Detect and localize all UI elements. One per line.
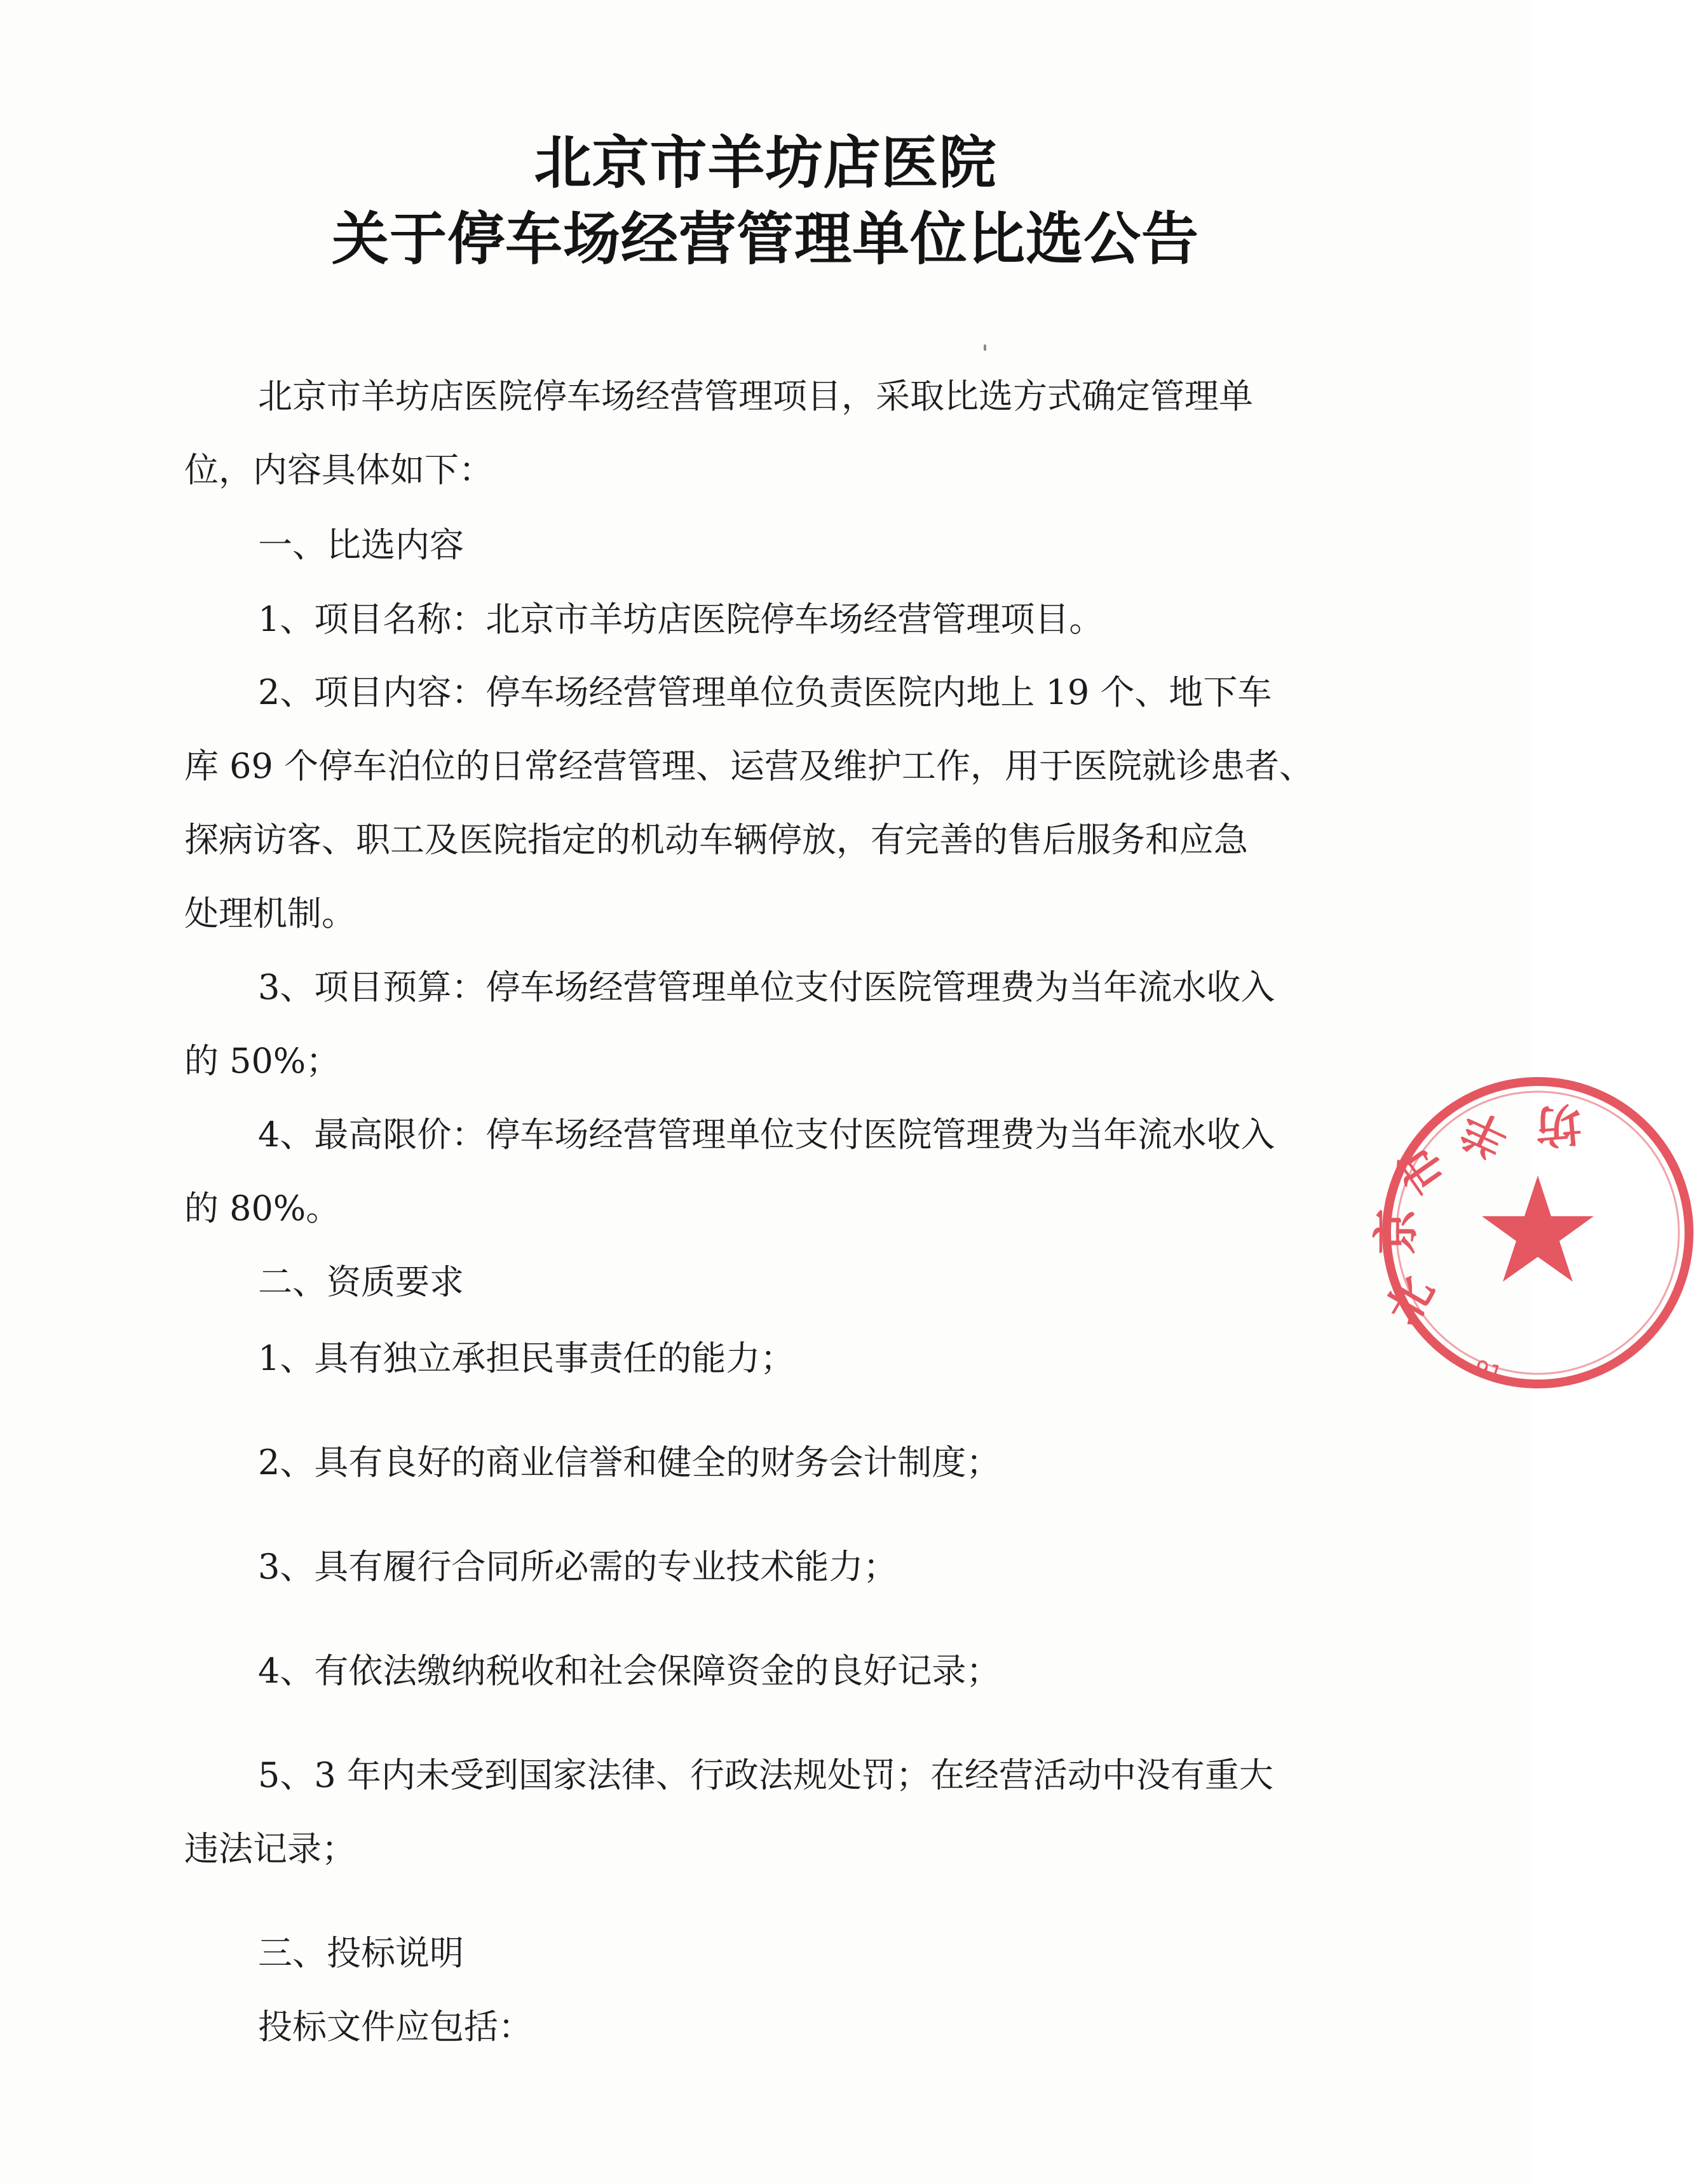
seal-char-5: 坊 bbox=[1533, 1096, 1584, 1155]
section2-req2: 2、具有良好的商业信誉和健全的财务会计制度； bbox=[258, 1442, 1001, 1482]
seal-serial-number: 91 bbox=[1471, 1355, 1505, 1388]
scan-speck bbox=[984, 344, 986, 351]
section1-item1: 1、项目名称：北京市羊坊店医院停车场经营管理项目。 bbox=[258, 599, 1104, 639]
seal-char-1: 北 bbox=[1374, 1266, 1444, 1333]
section1-heading: 一、比选内容 bbox=[258, 525, 464, 565]
section1-item4-line1: 4、最高限价：停车场经营管理单位支付医院管理费为当年流水收入 bbox=[258, 1115, 1275, 1155]
section1-item3-line2: 的 50%； bbox=[184, 1041, 341, 1081]
seal-star-icon bbox=[1482, 1176, 1594, 1282]
section1-item4-line2: 的 80%。 bbox=[184, 1188, 341, 1228]
section2-req5-line2: 违法记录； bbox=[184, 1829, 356, 1869]
section1-item2-line4: 处理机制。 bbox=[184, 893, 356, 933]
seal-char-3: 市 bbox=[1386, 1135, 1457, 1204]
section2-req5-line1: 5、3 年内未受到国家法律、行政法规处罚；在经营活动中没有重大 bbox=[258, 1755, 1273, 1795]
document-title-line1: 北京市羊坊店医院 bbox=[534, 129, 997, 196]
section1-item2-line1: 2、项目内容：停车场经营管理单位负责医院内地上 19 个、地下车 bbox=[258, 672, 1272, 712]
section2-req3: 3、具有履行合同所必需的专业技术能力； bbox=[258, 1547, 898, 1587]
section1-item2-line3: 探病访客、职工及医院指定的机动车辆停放，有完善的售后服务和应急 bbox=[184, 820, 1248, 860]
section2-req1: 1、具有独立承担民事责任的能力； bbox=[258, 1338, 795, 1378]
section3-heading: 三、投标说明 bbox=[258, 1933, 464, 1973]
section3-line1: 投标文件应包括： bbox=[258, 2007, 533, 2047]
section2-req4: 4、有依法缴纳税收和社会保障资金的良好记录； bbox=[258, 1651, 1001, 1691]
intro-line2: 位，内容具体如下： bbox=[184, 450, 493, 490]
document-title-line2: 关于停车场经营管理单位比选公告 bbox=[332, 205, 1199, 273]
section1-item3-line1: 3、项目预算：停车场经营管理单位支付医院管理费为当年流水收入 bbox=[258, 967, 1275, 1007]
section1-item2-line2: 库 69 个停车泊位的日常经营管理、运营及维护工作，用于医院就诊患者、 bbox=[184, 746, 1314, 786]
seal-char-4: 羊 bbox=[1451, 1100, 1516, 1169]
section2-heading: 二、资质要求 bbox=[258, 1262, 464, 1302]
intro-line1: 北京市羊坊店医院停车场经营管理项目，采取比选方式确定管理单 bbox=[258, 376, 1253, 416]
official-seal-stamp bbox=[1369, 1068, 1703, 1398]
seal-char-2: 京 bbox=[1369, 1208, 1423, 1255]
